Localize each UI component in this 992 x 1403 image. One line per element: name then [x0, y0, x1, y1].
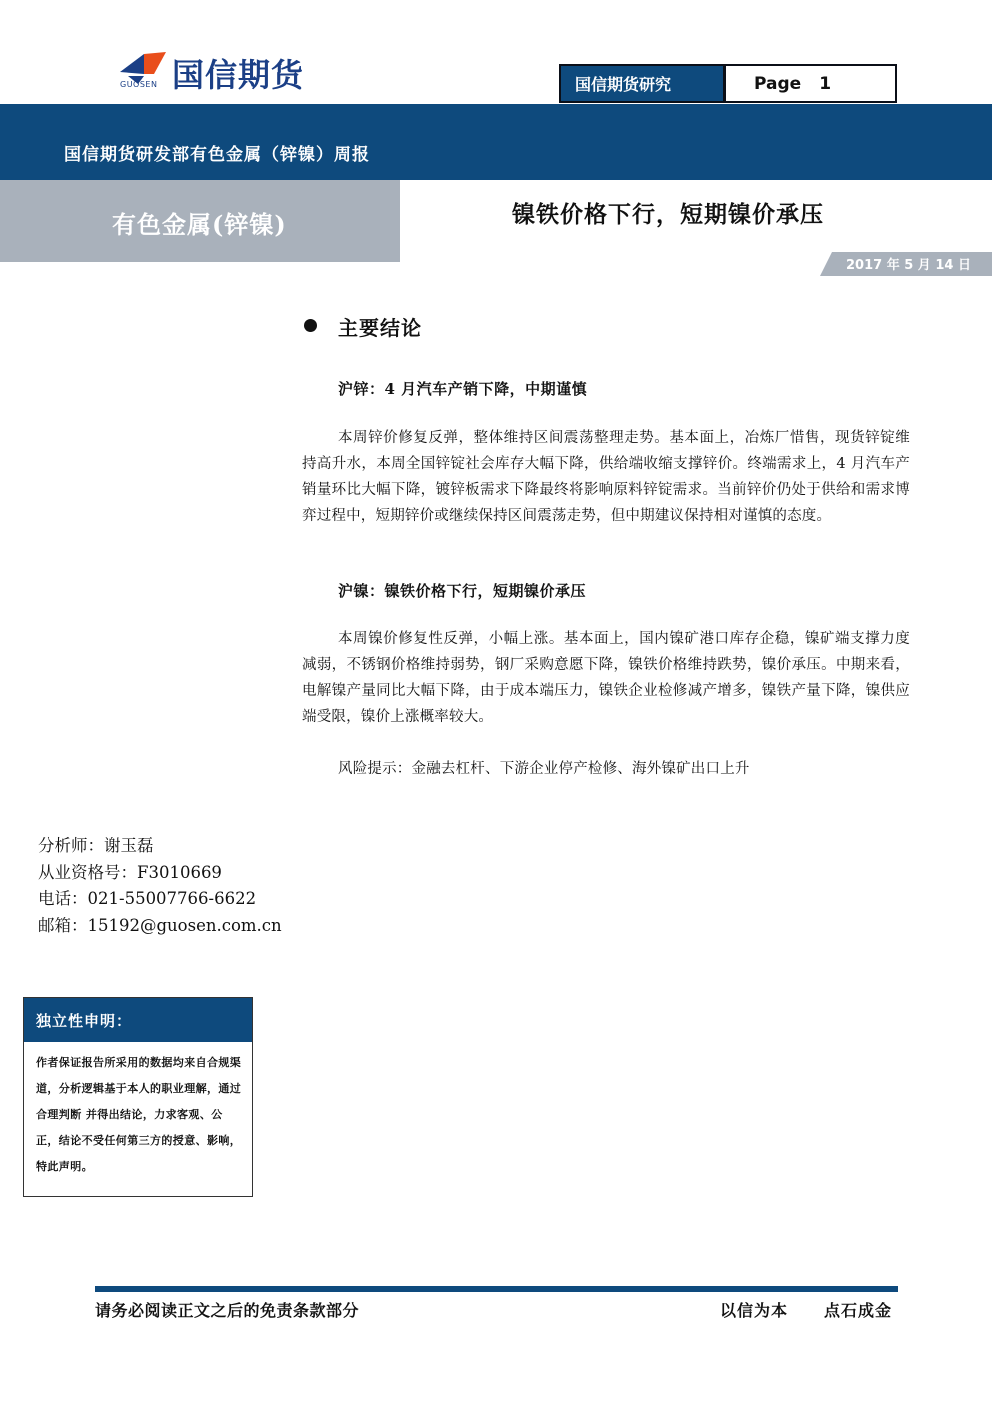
statement-title: 独立性申明： — [24, 998, 252, 1042]
analyst-name: 分析师：谢玉磊 — [38, 836, 154, 855]
category-title: 有色金属(锌镍) — [112, 210, 287, 239]
report-series-title: 国信期货研发部有色金属（锌镍）周报 — [64, 145, 370, 165]
footer-motto-2: 点石成金 — [824, 1301, 893, 1320]
nickel-paragraph: 本周镍价修复性反弹，小幅上涨。基本面上，国内镍矿港口库存企稳，镍矿端支撑力度减弱，不锈钢价格维持弱势，钢厂采购意愿下降，镍铁价格维持跌势，镍价承压。中期来看，电解镍产量同比大幅下降，由于成本端压力，镍铁企业检修减产增多，镍铁产量下降，镍供应端受限，镍价上涨概率较大。 — [302, 631, 910, 725]
zinc-subhead: 沪锌：4 月汽车产销下降，中期谨慎 — [338, 380, 588, 398]
report-date: 2017 年 5 月 14 日 — [846, 258, 971, 273]
date-band — [0, 252, 992, 276]
analyst-email[interactable]: 邮箱：15192@guosen.com.cn — [38, 915, 282, 935]
footer-disclaimer-note: 请务必阅读正文之后的免责条款部分 — [95, 1301, 360, 1320]
page-label: Page — [754, 73, 802, 94]
zinc-paragraph: 本周锌价修复反弹，整体维持区间震荡整理走势。基本面上，冶炼厂惜售，现货锌锭维持高升水，本周全国锌锭社会库存大幅下降，供给端收缩支撑锌价。终端需求上，4 月汽车产销量环比大幅下降，镀锌板需求下降最终将影响原料锌锭需求。当前锌价仍处于供给和需求博弈过程中，短期锌价或继续保持区间震荡走势，但中期建议保持相对谨慎的态度。 — [302, 430, 910, 524]
analyst-phone: 电话：021-55007766-6622 — [38, 889, 257, 908]
report-headline: 镍铁价格下行，短期镍价承压 — [512, 201, 824, 228]
bullet-icon — [304, 319, 317, 332]
statement-body: 作者保证报告所采用的数据均来自合规渠道，分析逻辑基于本人的职业理解，通过合理判断 并得出结论，力求客观、公正，结论不受任何第三方的授意、影响，特此声明。 — [36, 1056, 242, 1173]
department-label: 国信期货研究 — [561, 66, 726, 101]
risk-note: 风险提示：金融去杠杆、下游企业停产检修、海外镍矿出口上升 — [338, 761, 750, 777]
page-number — [726, 66, 895, 101]
page-indicator-box — [559, 64, 897, 103]
nickel-subhead: 沪镍：镍铁价格下行，短期镍价承压 — [338, 582, 587, 600]
footer-motto-1: 以信为本 — [720, 1301, 789, 1320]
logo-brand-name: 国信期货 — [172, 56, 305, 94]
logo-english-name: GUOSEN — [120, 80, 158, 89]
analyst-license: 从业资格号：F3010669 — [38, 862, 222, 882]
analyst-info — [38, 833, 282, 939]
independence-statement — [23, 997, 253, 1197]
section-title: 主要结论 — [338, 316, 422, 340]
footer-divider — [95, 1286, 898, 1292]
page-value: 1 — [819, 73, 832, 94]
